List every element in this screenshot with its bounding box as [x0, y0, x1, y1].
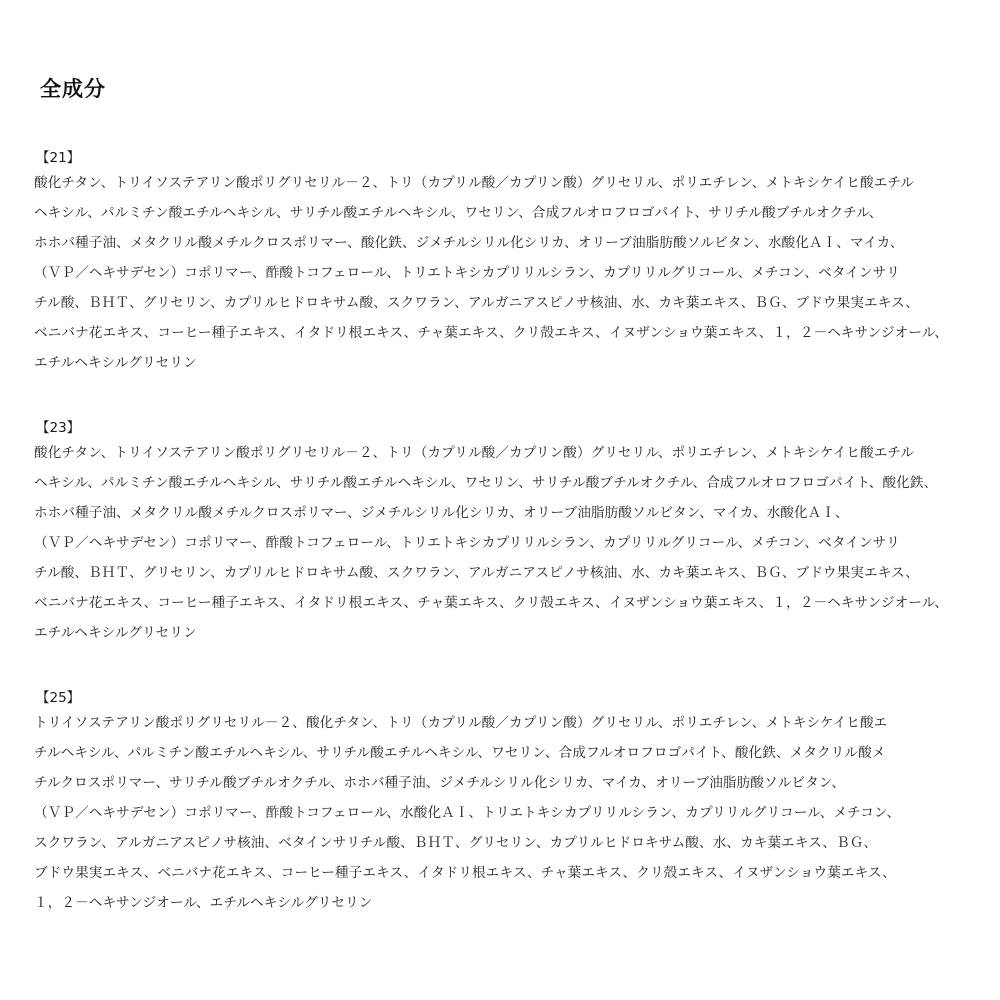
ingredient-line: ヘキシル、パルミチン酸エチルヘキシル、サリチル酸エチルヘキシル、ワセリン、サリチル酸ブチルオクチル、合成フルオロフロゴパイト、酸化鉄、: [34, 475, 938, 491]
ingredient-line: 酸化チタン、トリイソステアリン酸ポリグリセリル－２、トリ（カプリル酸／カプリン酸）グリセリル、ポリエチレン、メトキシケイヒ酸エチル: [34, 175, 915, 191]
ingredient-line: 酸化チタン、トリイソステアリン酸ポリグリセリル－２、トリ（カプリル酸／カプリン酸）グリセリル、ポリエチレン、メトキシケイヒ酸エチル: [34, 445, 915, 461]
ingredient-line: チル酸、ＢＨＴ、グリセリン、カプリルヒドロキサム酸、スクワラン、アルガニアスピノサ核油、水、カキ葉エキス、ＢＧ、ブドウ果実エキス、: [34, 295, 919, 311]
ingredient-line: （ＶＰ／ヘキサデセン）コポリマー、酢酸トコフェロール、水酸化ＡＩ、トリエトキシカプリリルシラン、カプリリルグリコール、メチコン、: [34, 805, 901, 821]
ingredient-line: ベニバナ花エキス、コーヒー種子エキス、イタドリ根エキス、チャ葉エキス、クリ殻エキス、イヌザンショウ葉エキス、１，２－ヘキサンジオール、: [34, 325, 949, 341]
ingredient-line: チル酸、ＢＨＴ、グリセリン、カプリルヒドロキサム酸、スクワラン、アルガニアスピノサ核油、水、カキ葉エキス、ＢＧ、ブドウ果実エキス、: [34, 565, 919, 581]
section-heading: 【23】: [36, 420, 81, 436]
ingredient-line: （ＶＰ／ヘキサデセン）コポリマー、酢酸トコフェロール、トリエトキシカプリリルシラン、カプリリルグリコール、メチコン、ベタインサリ: [34, 535, 900, 551]
ingredient-line: スクワラン、アルガニアスピノサ核油、ベタインサリチル酸、ＢＨＴ、グリセリン、カプリルヒドロキサム酸、水、カキ葉エキス、ＢＧ、: [34, 835, 878, 851]
ingredient-section-21: [34, 148, 994, 378]
ingredient-line: ヘキシル、パルミチン酸エチルヘキシル、サリチル酸エチルヘキシル、ワセリン、合成フルオロフロゴパイト、サリチル酸ブチルオクチル、: [34, 205, 883, 221]
ingredient-line: ホホバ種子油、メタクリル酸メチルクロスポリマー、ジメチルシリル化シリカ、オリーブ油脂肪酸ソルビタン、マイカ、水酸化ＡＩ、: [34, 505, 849, 521]
ingredient-line: （ＶＰ／ヘキサデセン）コポリマー、酢酸トコフェロール、トリエトキシカプリリルシラン、カプリリルグリコール、メチコン、ベタインサリ: [34, 265, 900, 281]
section-heading: 【25】: [36, 690, 81, 706]
ingredient-line: チルヘキシル、パルミチン酸エチルヘキシル、サリチル酸エチルヘキシル、ワセリン、合成フルオロフロゴパイト、酸化鉄、メタクリル酸メ: [34, 745, 886, 761]
ingredient-line: チルクロスポリマー、サリチル酸ブチルオクチル、ホホバ種子油、ジメチルシリル化シリカ、マイカ、オリーブ油脂肪酸ソルビタン、: [34, 775, 846, 791]
page-title: 全成分: [40, 77, 106, 101]
ingredient-section-23: [34, 418, 994, 648]
ingredient-line: ブドウ果実エキス、ベニバナ花エキス、コーヒー種子エキス、イタドリ根エキス、チャ葉エキス、クリ殻エキス、イヌザンショウ葉エキス、: [34, 865, 896, 881]
ingredient-line: １，２－ヘキサンジオール、エチルヘキシルグリセリン: [34, 895, 373, 911]
ingredient-line: トリイソステアリン酸ポリグリセリル－２、酸化チタン、トリ（カプリル酸／カプリン酸）グリセリル、ポリエチレン、メトキシケイヒ酸エ: [34, 715, 888, 731]
ingredient-section-25: [34, 688, 994, 918]
ingredient-line: ベニバナ花エキス、コーヒー種子エキス、イタドリ根エキス、チャ葉エキス、クリ殻エキス、イヌザンショウ葉エキス、１，２－ヘキサンジオール、: [34, 595, 949, 611]
ingredient-line: エチルヘキシルグリセリン: [34, 355, 197, 371]
ingredient-line: エチルヘキシルグリセリン: [34, 625, 197, 641]
section-heading: 【21】: [36, 150, 81, 166]
ingredient-line: ホホバ種子油、メタクリル酸メチルクロスポリマー、酸化鉄、ジメチルシリル化シリカ、オリーブ油脂肪酸ソルビタン、水酸化ＡＩ、マイカ、: [34, 235, 904, 251]
